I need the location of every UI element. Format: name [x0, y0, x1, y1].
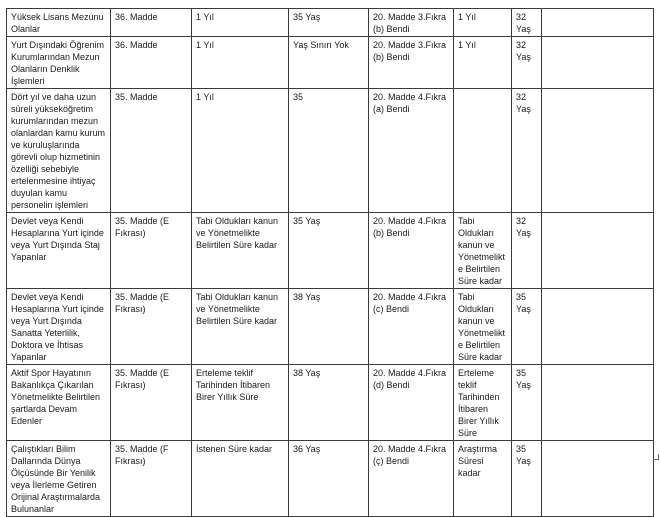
cell-yeni-yas: 32 Yaş [512, 213, 542, 289]
cell-sure: İstenen Süre kadar [192, 441, 289, 517]
table-row [7, 441, 654, 517]
cell-sure: Erteleme teklif Tarihinden İtibaren Birer Yıllık Süre [192, 365, 289, 441]
cell-empty [542, 289, 654, 365]
cell-kapsam: Devlet veya Kendi Hesaplarına Yurt içinde veya Yurt Dışında Sanatta Yeterlilik, Doktora ve İhtisas Yapanlar [7, 289, 111, 365]
cell-yeni-yas: 35 Yaş [512, 441, 542, 517]
cell-madde: 35. Madde [111, 89, 192, 213]
cell-madde: 35. Madde (E Fıkrası) [111, 213, 192, 289]
cell-sure: 1 Yıl [192, 9, 289, 37]
table-row [7, 37, 654, 89]
cell-yeni-yas: 32 Yaş [512, 89, 542, 213]
cell-empty [542, 365, 654, 441]
cell-yas-siniri: 35 [289, 89, 369, 213]
table-row [7, 365, 654, 441]
cell-yeni-sure: Araştırma Süresi kadar [454, 441, 512, 517]
cell-empty [542, 213, 654, 289]
cell-yas-siniri: 38 Yaş [289, 365, 369, 441]
table-row [7, 213, 654, 289]
cell-yeni-madde: 20. Madde 3.Fıkra (b) Bendi [369, 9, 454, 37]
cell-madde: 35. Madde (F Fıkrası) [111, 441, 192, 517]
cell-yeni-yas: 35 Yaş [512, 289, 542, 365]
cell-yeni-yas: 32 Yaş [512, 37, 542, 89]
cell-yeni-yas: 32 Yaş [512, 9, 542, 37]
table-row [7, 9, 654, 37]
cell-sure: Tabi Oldukları kanun ve Yönetmelikte Belirtilen Süre kadar [192, 289, 289, 365]
cell-sure: 1 Yıl [192, 89, 289, 213]
cell-yeni-sure: 1 Yıl [454, 37, 512, 89]
cell-kapsam: Yüksek Lisans Mezunu Olanlar [7, 9, 111, 37]
cell-yeni-sure [454, 89, 512, 213]
cell-madde: 35. Madde (E Fıkrası) [111, 365, 192, 441]
cell-madde: 35. Madde (E Fıkrası) [111, 289, 192, 365]
cell-yeni-madde: 20. Madde 4.Fıkra (a) Bendi [369, 89, 454, 213]
cell-empty [542, 441, 654, 517]
cell-yeni-madde: 20. Madde 4.Fıkra (b) Bendi [369, 213, 454, 289]
cell-yeni-sure: Tabi Oldukları kanun ve Yönetmelikte Belirtilen Süre kadar [454, 289, 512, 365]
cell-empty [542, 37, 654, 89]
cell-yeni-sure: Erteleme teklif Tarihinden İtibaren Birer Yıllık Süre [454, 365, 512, 441]
cell-madde: 36. Madde [111, 9, 192, 37]
cell-kapsam: Aktif Spor Hayatının Bakanlıkça Çıkarılan Yönetmelikte Belirtilen şartlarda Devam Edenler [7, 365, 111, 441]
cell-madde: 36. Madde [111, 37, 192, 89]
table-row [7, 289, 654, 365]
cell-sure: Tabi Oldukları kanun ve Yönetmelikte Belirtilen Süre kadar [192, 213, 289, 289]
cell-empty [542, 9, 654, 37]
table-row [7, 89, 654, 213]
cell-yas-siniri: 35 Yaş [289, 9, 369, 37]
cell-empty [542, 89, 654, 213]
cell-yas-siniri: 35 Yaş [289, 213, 369, 289]
cell-yeni-madde: 20. Madde 3.Fıkra (b) Bendi [369, 37, 454, 89]
cell-yas-siniri: 38 Yaş [289, 289, 369, 365]
cell-yas-siniri: Yaş Sınırı Yok [289, 37, 369, 89]
cell-yeni-sure: Tabi Oldukları kanun ve Yönetmelikte Belirtilen Süre kadar [454, 213, 512, 289]
page-corner-mark [653, 454, 659, 460]
cell-yeni-yas: 35 Yaş [512, 365, 542, 441]
cell-sure: 1 Yıl [192, 37, 289, 89]
deferment-table [6, 8, 654, 517]
cell-yeni-sure: 1 Yıl [454, 9, 512, 37]
cell-yeni-madde: 20. Madde 4.Fıkra (ç) Bendi [369, 441, 454, 517]
cell-yas-siniri: 36 Yaş [289, 441, 369, 517]
cell-yeni-madde: 20. Madde 4.Fıkra (d) Bendi [369, 365, 454, 441]
cell-yeni-madde: 20. Madde 4.Fıkra (c) Bendi [369, 289, 454, 365]
cell-kapsam: Devlet veya Kendi Hesaplarına Yurt içinde veya Yurt Dışında Staj Yapanlar [7, 213, 111, 289]
cell-kapsam: Çalıştıkları Bilim Dallarında Dünya Ölçüsünde Bir Yenilik veya İlerleme Getiren Orijinal Araştırmalarda Bulunanlar [7, 441, 111, 517]
cell-kapsam: Dört yıl ve daha uzun süreli yükseköğretim kurumlarından mezun olanlardan kamu kurum ve kuruluşlarında görevli olup hizmetinin özelliği sebebiyle ertelenmesine ihtiyaç duyulan kamu personelin işlemleri [7, 89, 111, 213]
cell-kapsam: Yurt Dışındaki Öğrenim Kurumlarından Mezun Olanların Denklik İşlemleri [7, 37, 111, 89]
